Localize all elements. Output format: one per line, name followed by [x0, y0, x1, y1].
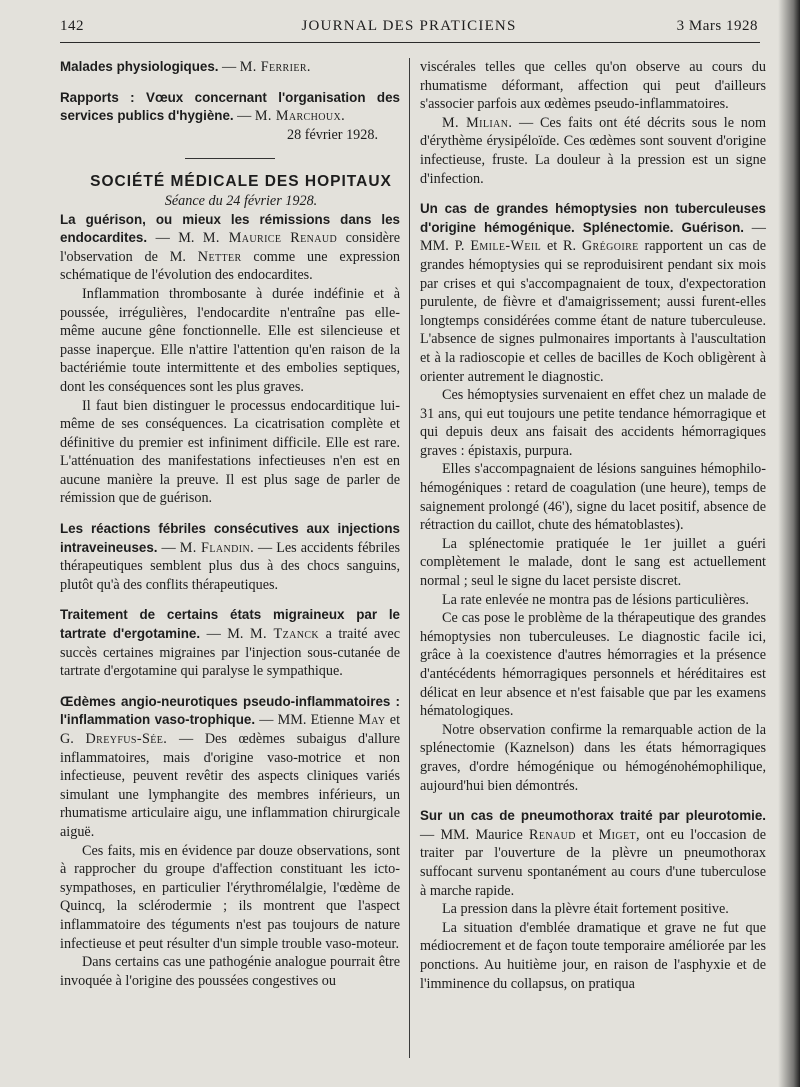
article-reactions-text: Les accidents fébriles thérapeutiques semblent plus dus à des chocs sanguins, plutôt qu'à des conflits thérapeutiques. [60, 539, 401, 593]
issue-date: 3 Mars 1928 [676, 18, 758, 34]
malades-author: M. Ferrier. [239, 59, 311, 75]
article-pneumothorax-authors-pre: MM. Maurice [440, 826, 523, 843]
article-migraineux-title: Traitement de certains états migraineux par le tartrate d'ergotamine. [60, 607, 400, 642]
gregoire-name: Grégoire [581, 238, 639, 255]
article-migraineux: Traitement de certains états migraineux par le tartrate d'ergotamine. — M. M. Tzanck a traité avec succès certaines migraines par l'injection sous-cutanée de tartrate d'ergotamine qui paralyse le sympathique. [60, 607, 400, 680]
article-reactions-title: Les réactions fébriles consécutives aux injections intraveineuses. [60, 521, 400, 555]
article-hemoptysies-p5: La rate enlevée ne montra pas de lésions particulières. [442, 591, 749, 608]
article-endocardites-lead2: comme une expression schématique de l'évolution des endocardites. [60, 248, 401, 284]
dreyfus-name: Dreyfus-Sée. [85, 731, 168, 747]
may-name: May [358, 712, 386, 729]
article-hemoptysies-p7: Notre observation confirme la remarquable action de la splénectomie (Kaznelson) dans les états hémorragiques graves, d'ordre hémogénique ou hémogénohémophilique, aujourd'hui bien démontrés. [420, 721, 766, 794]
header-rule [60, 42, 760, 43]
emile-weil-name: Emile-Weil [470, 238, 542, 255]
article-migraineux-text: a traité avec succès certaines migraines par l'injection sous-cutanée de tartrate d'ergotamine qui paralyse le sympathique. [60, 626, 400, 680]
article-migraineux-author: M. Tzanck [249, 626, 320, 643]
article-endocardites: La guérison, ou mieux les rémissions dans les endocardites. — M. M. Maurice Renaud considère l'observation de M. Netter comme une expression schématique de l'évolution des endocardites. [60, 211, 401, 284]
article-oedemes-p2: Ces faits, mis en évidence par douze observations, sont à rapprocher du groupe d'affection constituant les icto-sympathoses, en particulier l'érythromélalgie, l'œdème de Quincq, la sclérodermie ; ils montrent que l'aspect inflammatoire des téguments n'est pas toujours de nature infectieuse et peut résulter d'un simple trouble vaso-moteur. [60, 842, 400, 952]
renaud-name: Renaud [529, 826, 576, 843]
page-number: 142 [60, 18, 84, 34]
milian-author: M. Milian. [442, 114, 513, 131]
article-endocardites-lead: considère l'observation de M. [60, 230, 400, 265]
section-title: SOCIÉTÉ MÉDICALE DES HOPITAUX [90, 173, 392, 191]
seance-date: Séance du 24 février 1928. [164, 192, 318, 209]
malades-title: Malades physiologiques. [60, 59, 219, 74]
page-edge-shadow [778, 0, 800, 1087]
continuation-paragraph: viscérales telles que celles qu'on observe au cours du rhumatisme déformant, affection qui peut d'ailleurs s'associer parfois aux œdèmes pseudo-inflammatoires. [420, 59, 766, 113]
article-pneumothorax-title: Sur un cas de pneumothorax traité par pleurotomie. [420, 808, 766, 824]
article-endocardites-author: M. Maurice Renaud [202, 230, 338, 247]
article-endocardites-p2: Inflammation thrombosante à durée indéfinie et à poussée, irrégulières, l'endocardite n'entraîne pas elle-même aucune gêne fonctionnelle. Elle est silencieuse et passe inaperçue. Elle n'attire l'attention qu'en raison de la bactériémie toute intermittente et des embolies septiques, dont les conséquences sont les plus graves. [60, 285, 400, 395]
rapports-entry: Rapports : Vœux concernant l'organisation des services publics d'hygiène. — M. Marchoux. [60, 89, 400, 125]
rapports-author: M. Marchoux. [254, 108, 346, 125]
article-oedemes-p3: Dans certains cas une pathogénie analogue pourrait être invoquée à l'origine des poussées congestives ou [60, 954, 400, 989]
journal-title: JOURNAL DES PRATICIENS [301, 18, 517, 34]
article-pneumothorax-p2: La pression dans la plèvre était fortement positive. [442, 901, 729, 918]
miget-name: Miget, [598, 826, 640, 843]
article-hemoptysies-p6: Ce cas pose le problème de la thérapeutique des grandes hémoptysies non tuberculeuses. Le diagnostic facile ici, grâce à la coexistence d'autres hémorragies et la présence d'antécédents hémorragiques personnels et héréditaires est délicat en leur absence et n'est faisable que par les examens hématologiques. [420, 610, 766, 720]
rapports-title: Rapports : Vœux concernant l'organisation des services publics d'hygiène. [60, 89, 400, 124]
milian-text: Ces faits ont été décrits sous le nom d'érythème érysipéloïde. Ces œdèmes sont souvent d'origine infectieuse, fruste. La douleur à la pression est un signe d'infection. [420, 114, 766, 187]
article-pneumothorax-text: ont eu l'occasion de traiter par l'ouverture de la plèvre un pneumothorax suffocant survenu spontanément au cours d'une tuberculose à marche rapide. [420, 826, 767, 899]
right-column [420, 58, 766, 993]
article-hemoptysies-authors-pre: MM. P. [420, 238, 465, 255]
left-column [60, 58, 400, 990]
article-reactions-febriles: Les réactions fébriles consécutives aux injections intraveineuses. — M. Flandin. — Les accidents fébriles thérapeutiques semblent plus dus à des chocs sanguins, plutôt qu'à des conflits thérapeutiques. [60, 521, 401, 593]
malades-entry: Malades physiologiques. — M. Ferrier. [60, 59, 311, 75]
article-hemoptysies-p3: Elles s'accompagnaient de lésions sanguines hémophilo-hémogéniques : retard de coagulation (une heure), temps de saignement prolongé (46'), signe du lacet positif, absence de rétraction du caillot, chute des hématoblastes). [420, 461, 766, 534]
milian-comment: M. Milian. — Ces faits ont été décrits sous le nom d'érythème érysipéloïde. Ces œdèmes sont souvent d'origine infectieuse, fruste. La douleur à la pression est un signe d'infection. [420, 114, 766, 187]
article-oedemes-and: et G. [60, 712, 401, 747]
article-oedemes-title: Œdèmes angio-neurotiques pseudo-inflammatoires : l'inflammation vaso-trophique. [60, 693, 400, 728]
netter-name: Netter [197, 248, 242, 265]
article-pneumothorax-p3: La situation d'emblée dramatique et grave ne fut que médiocrement et de façon toute temporaire améliorée par les ponctions. Au huitième jour, en raison de l'asphyxie et de l'imminence du collapsus, on pratiqua [420, 919, 766, 992]
article-hemoptysies-p4: La splénectomie pratiquée le 1er juillet a guéri complètement le malade, dont le sang est actuellement normal ; seul le signe du lacet persiste discret. [420, 535, 766, 590]
article-endocardites-title: La guérison, ou mieux les rémissions dans les endocardites. [60, 211, 400, 246]
article-endocardites-p3: Il faut bien distinguer le processus endocarditique lui-même de ses conséquences. La cicatrisation complète et définitive du premier est infiniment difficile. Elle est rare. L'atténuation des manifestations infectieuses n'en est en aucune manière la preuve. Il est plus sage de parler de rémission que de guérison. [60, 397, 400, 507]
column-divider [409, 58, 410, 1058]
section-divider [185, 158, 275, 159]
article-pneumothorax: Sur un cas de pneumothorax traité par pleurotomie. — MM. Maurice Renaud et Miget, ont eu l'occasion de traiter par l'ouverture de la plèvre un pneumothorax suffocant survenu spontanément au cours d'une tuberculose à marche rapide. [420, 808, 767, 899]
article-oedemes-text: Des œdèmes subaigus d'allure inflammatoires, mais d'origine vaso-motrice et non infectieuse, peuvent revêtir des aspects cliniques variés simulant une lymphangite des membres inférieurs, un rhumatisme articulaire aigu, une inflammation chirurgicale aiguë. [60, 731, 401, 840]
article-hemoptysies-text: rapportent un cas de grandes hémoptysies qui se reproduisirent pendant six mois par crises et qui s'accompagnaient de toux, d'expectoration purulente, de fièvre et d'amaigrissement; aussi furent-elles longtemps considérées comme étant de nature tuberculeuse. L'absence de signes pulmonaires importants à l'auscultation et à la radioscopie et celles de bacilles de Koch obligèrent à orienter autrement le diagnostic. [420, 238, 767, 385]
article-reactions-author: M. Flandin. [179, 539, 255, 556]
article-hemoptysies-title: Un cas de grandes hémoptysies non tuberculeuses d'origine hémogénique. Splénectomie. Guérison. [420, 201, 766, 235]
article-hemoptysies-p2: Ces hémoptysies survenaient en effet chez un malade de 31 ans, qui eut toujours une petite tendance hémorragique et qui depuis deux ans faisait des accidents hémorragiques graves : épistaxis, purpura. [420, 387, 766, 459]
article-hemoptysies: Un cas de grandes hémoptysies non tuberculeuses d'origine hémogénique. Splénectomie. Guérison. — MM. P. Emile-Weil et R. Grégoire rapportent un cas de grandes hémoptysies qui se reproduisirent pendant six mois par crises et qui s'accompagnaient de toux, d'expectoration purulente, de fièvre et d'amaigrissement; aussi furent-elles longtemps considérées comme étant de nature tuberculeuse. L'absence de signes pulmonaires importants à l'auscultation et à la radioscopie et celles de bacilles de Koch obligèrent à orienter autrement le diagnostic. [420, 201, 767, 385]
article-oedemes: Œdèmes angio-neurotiques pseudo-inflammatoires : l'inflammation vaso-trophique. — MM. Etienne May et G. Dreyfus-Sée. — Des œdèmes subaigus d'allure inflammatoires, mais d'origine vaso-motrice et non infectieuse, peuvent revêtir des aspects cliniques variés simulant une lymphangite des membres inférieurs, un rhumatisme articulaire aigu, une inflammation chirurgicale aiguë. [60, 693, 401, 840]
report-date: 28 février 1928. [286, 126, 378, 143]
article-pneumothorax-and: et [582, 826, 593, 843]
page-header [60, 18, 758, 40]
article-oedemes-authors-pre: MM. Etienne [277, 712, 354, 729]
article-hemoptysies-and: et R. [546, 238, 577, 255]
